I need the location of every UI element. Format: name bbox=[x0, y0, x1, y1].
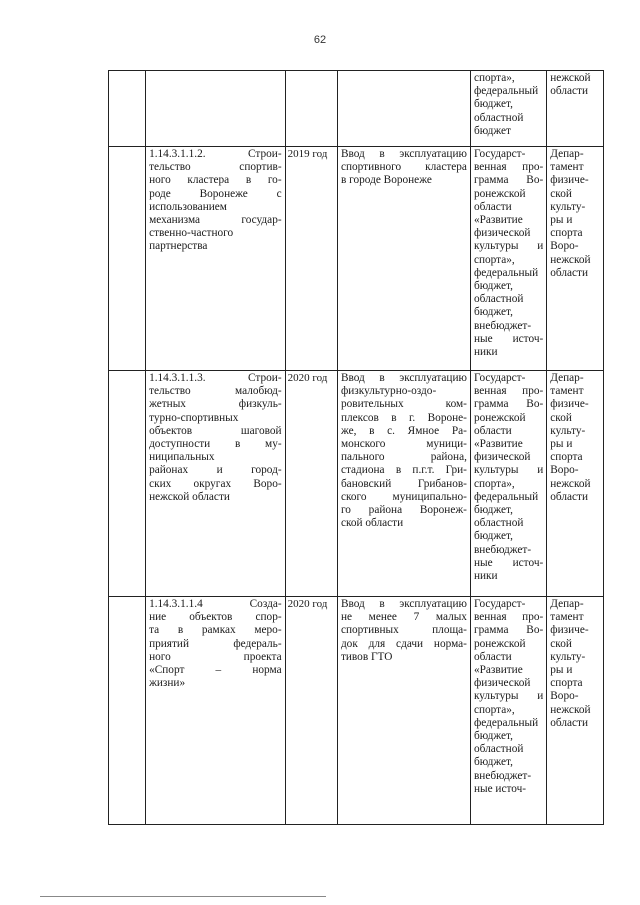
result-cell-line: Ввод в эксплуатацию bbox=[340, 598, 467, 610]
result-cell-line: плексов в г. Вороне- bbox=[340, 411, 467, 424]
executor-cell-line: культу- bbox=[550, 424, 586, 437]
funding-cell-line: культуры и bbox=[473, 464, 544, 477]
executor-cell-line: культу- bbox=[550, 650, 586, 663]
activity-cell-line: жизни» bbox=[149, 677, 186, 690]
funding-cell-line: спорта», bbox=[473, 72, 515, 84]
footer-divider bbox=[40, 896, 326, 897]
funding-cell-line: областной bbox=[473, 293, 524, 306]
funding-cell-line: Государст- bbox=[473, 148, 526, 160]
result-cell-line: пального района, bbox=[340, 451, 467, 464]
executor-cell-line: области bbox=[550, 490, 589, 503]
result-cell-line: док для сдачи норма- bbox=[340, 637, 467, 650]
executor-cell-line: ры и bbox=[550, 438, 573, 451]
funding-cell-line: грамма Во- bbox=[473, 398, 544, 411]
activity-cell-line: ного проекта bbox=[149, 650, 282, 663]
activity-cell-line: приятий федераль- bbox=[149, 637, 282, 650]
activity-cell-line: 1.14.3.1.1.2. Строи- bbox=[149, 148, 282, 160]
activity-cell-line: роде Воронеже с bbox=[149, 187, 282, 200]
activity-cell-line: тельство малобюд- bbox=[149, 385, 282, 398]
executor-cell-line: Воро- bbox=[550, 690, 579, 703]
funding-cell-line: грамма Во- bbox=[473, 624, 544, 637]
funding-cell-line: физической bbox=[473, 677, 531, 690]
executor-cell-line: физиче- bbox=[550, 174, 589, 187]
activity-cell-line: партнерства bbox=[149, 240, 208, 253]
funding-cell-line: «Развитие bbox=[473, 664, 523, 677]
result-cell-line: ской области bbox=[340, 517, 404, 530]
result-cell bbox=[337, 71, 470, 147]
funding-cell-line: спорта», bbox=[473, 477, 515, 490]
executor-cell-line: Депар- bbox=[550, 372, 584, 384]
funding-cell-line: ные источ- bbox=[473, 782, 527, 795]
funding-cell-line: ные источ- bbox=[473, 556, 544, 569]
activity-cell-line: объектов шаговой bbox=[149, 424, 282, 437]
year-cell bbox=[285, 71, 337, 147]
blank-cell bbox=[109, 147, 146, 371]
executor-cell-line: тамент bbox=[550, 385, 584, 398]
activity-cell-line: 1.14.3.1.1.4 Созда- bbox=[149, 598, 282, 610]
funding-cell-line: Государст- bbox=[473, 372, 526, 384]
result-cell-line: ровительных ком- bbox=[340, 398, 467, 411]
funding-cell-line: спорта», bbox=[473, 703, 515, 716]
funding-cell-line: ники bbox=[473, 346, 498, 359]
executor-cell-line: Депар- bbox=[550, 148, 584, 160]
funding-cell-line: ронежской bbox=[473, 637, 526, 650]
executor-cell-line: спорта bbox=[550, 451, 583, 464]
result-cell-line: ского муниципально- bbox=[340, 490, 467, 503]
table-row bbox=[109, 371, 604, 597]
executor-cell-line: Депар- bbox=[550, 598, 584, 610]
result-cell-line: не менее 7 малых bbox=[340, 611, 467, 624]
table-body bbox=[109, 71, 604, 825]
funding-cell-line: бюджет, bbox=[473, 530, 513, 543]
activity-cell bbox=[146, 71, 286, 147]
funding-cell bbox=[470, 371, 546, 597]
funding-cell-line: бюджет, bbox=[473, 756, 513, 769]
activity-cell-line: ниципальных bbox=[149, 451, 215, 464]
activity-cell-line: использованием bbox=[149, 200, 227, 213]
funding-cell-line: федеральный bbox=[473, 490, 539, 503]
funding-cell-line: внебюджет- bbox=[473, 769, 532, 782]
executor-cell-line: нежской bbox=[550, 703, 591, 716]
executor-cell-line: ской bbox=[550, 187, 572, 200]
executor-cell-line: спорта bbox=[550, 677, 583, 690]
activity-cell-line: ственно-частного bbox=[149, 227, 234, 240]
funding-cell-line: внебюджет- bbox=[473, 543, 532, 556]
result-cell-line: тивов ГТО bbox=[340, 650, 393, 663]
funding-cell-line: областной bbox=[473, 111, 524, 124]
executor-cell bbox=[547, 371, 604, 597]
funding-cell-line: «Развитие bbox=[473, 214, 523, 227]
executor-cell-line: Воро- bbox=[550, 240, 579, 253]
result-cell-line: в городе Воронеже bbox=[340, 174, 432, 187]
funding-cell-line: бюджет bbox=[473, 124, 511, 137]
executor-cell-line: ской bbox=[550, 411, 572, 424]
funding-cell-line: культуры и bbox=[473, 690, 544, 703]
funding-cell-line: федеральный bbox=[473, 266, 539, 279]
activity-cell-line: механизма государ- bbox=[149, 214, 282, 227]
activity-cell-line: ние объектов спор- bbox=[149, 611, 282, 624]
funding-cell-line: бюджет, bbox=[473, 280, 513, 293]
activity-cell-line: районах и город- bbox=[149, 464, 282, 477]
result-cell bbox=[337, 371, 470, 597]
funding-cell-line: физической bbox=[473, 451, 531, 464]
funding-cell bbox=[470, 71, 546, 147]
executor-cell-line: физиче- bbox=[550, 398, 589, 411]
executor-cell-line: ры и bbox=[550, 664, 573, 677]
result-cell-line: бановский Грибанов- bbox=[340, 477, 467, 490]
activity-cell-line: турно-спортивных bbox=[149, 411, 239, 424]
executor-cell-line: нежской bbox=[550, 72, 591, 84]
executor-cell bbox=[547, 597, 604, 825]
funding-cell bbox=[470, 147, 546, 371]
funding-cell-line: области bbox=[473, 424, 512, 437]
funding-cell-line: области bbox=[473, 650, 512, 663]
result-cell bbox=[337, 597, 470, 825]
activity-cell bbox=[146, 597, 286, 825]
result-cell-line: го района Воронеж- bbox=[340, 504, 467, 517]
executor-cell bbox=[547, 147, 604, 371]
result-cell-line: спортивных площа- bbox=[340, 624, 467, 637]
funding-cell-line: ные источ- bbox=[473, 332, 544, 345]
funding-cell-line: грамма Во- bbox=[473, 174, 544, 187]
funding-cell-line: ронежской bbox=[473, 187, 526, 200]
executor-cell-line: области bbox=[550, 266, 589, 279]
executor-cell-line: ры и bbox=[550, 214, 573, 227]
funding-cell-line: «Развитие bbox=[473, 438, 523, 451]
result-cell-line: стадиона в п.г.т. Гри- bbox=[340, 464, 467, 477]
result-cell-line: же, в с. Ямное Ра- bbox=[340, 424, 467, 437]
funding-cell-line: ронежской bbox=[473, 411, 526, 424]
funding-cell-line: внебюджет- bbox=[473, 319, 532, 332]
activity-cell-line: доступности в му- bbox=[149, 438, 282, 451]
executor-cell-line: тамент bbox=[550, 161, 584, 174]
year-cell: 2019 год bbox=[285, 147, 337, 371]
activity-cell bbox=[146, 371, 286, 597]
executor-cell-line: ской bbox=[550, 637, 572, 650]
executor-cell-line: Воро- bbox=[550, 464, 579, 477]
executor-cell-line: области bbox=[550, 85, 589, 98]
funding-cell-line: областной bbox=[473, 743, 524, 756]
result-cell-line: спортивного кластера bbox=[340, 161, 467, 174]
funding-cell-line: бюджет, bbox=[473, 730, 513, 743]
executor-cell-line: нежской bbox=[550, 477, 591, 490]
funding-cell-line: ники bbox=[473, 570, 498, 583]
activity-cell-line: 1.14.3.1.1.3. Строи- bbox=[149, 372, 282, 384]
table-row bbox=[109, 147, 604, 371]
blank-cell bbox=[109, 597, 146, 825]
executor-cell-line: нежской bbox=[550, 253, 591, 266]
measures-table bbox=[108, 70, 604, 824]
funding-cell-line: федеральный bbox=[473, 85, 539, 98]
result-cell bbox=[337, 147, 470, 371]
executor-cell-line: области bbox=[550, 716, 589, 729]
executor-cell-line: физиче- bbox=[550, 624, 589, 637]
funding-cell bbox=[470, 597, 546, 825]
funding-cell-line: венная про- bbox=[473, 385, 544, 398]
page-number: 62 bbox=[313, 34, 327, 46]
executor-cell-line: тамент bbox=[550, 611, 584, 624]
funding-cell-line: физической bbox=[473, 227, 531, 240]
activity-cell-line: тельство спортив- bbox=[149, 161, 282, 174]
result-cell-line: физкультурно-оздо- bbox=[340, 385, 437, 398]
executor-cell-line: культу- bbox=[550, 200, 586, 213]
funding-cell-line: бюджет, bbox=[473, 504, 513, 517]
activity-cell-line: ских округах Воро- bbox=[149, 477, 282, 490]
table-row bbox=[109, 71, 604, 147]
executor-cell-line: спорта bbox=[550, 227, 583, 240]
activity-cell bbox=[146, 147, 286, 371]
table-row bbox=[109, 597, 604, 825]
funding-cell-line: культуры и bbox=[473, 240, 544, 253]
funding-cell-line: бюджет, bbox=[473, 98, 513, 111]
funding-cell-line: федеральный bbox=[473, 716, 539, 729]
funding-cell-line: венная про- bbox=[473, 611, 544, 624]
funding-cell-line: областной bbox=[473, 517, 524, 530]
activity-cell-line: ного кластера в го- bbox=[149, 174, 282, 187]
activity-cell-line: жетных физкуль- bbox=[149, 398, 282, 411]
funding-cell-line: бюджет, bbox=[473, 306, 513, 319]
result-cell-line: Ввод в эксплуатацию bbox=[340, 148, 467, 160]
funding-cell-line: спорта», bbox=[473, 253, 515, 266]
blank-cell bbox=[109, 71, 146, 147]
result-cell-line: Ввод в эксплуатацию bbox=[340, 372, 467, 384]
funding-cell-line: венная про- bbox=[473, 161, 544, 174]
funding-cell-line: Государст- bbox=[473, 598, 526, 610]
funding-cell-line: области bbox=[473, 200, 512, 213]
blank-cell bbox=[109, 371, 146, 597]
year-cell: 2020 год bbox=[285, 371, 337, 597]
activity-cell-line: «Спорт – норма bbox=[149, 664, 282, 677]
executor-cell bbox=[547, 71, 604, 147]
activity-cell-line: та в рамках меро- bbox=[149, 624, 282, 637]
activity-cell-line: нежской области bbox=[149, 490, 230, 503]
year-cell: 2020 год bbox=[285, 597, 337, 825]
result-cell-line: монского муници- bbox=[340, 438, 467, 451]
